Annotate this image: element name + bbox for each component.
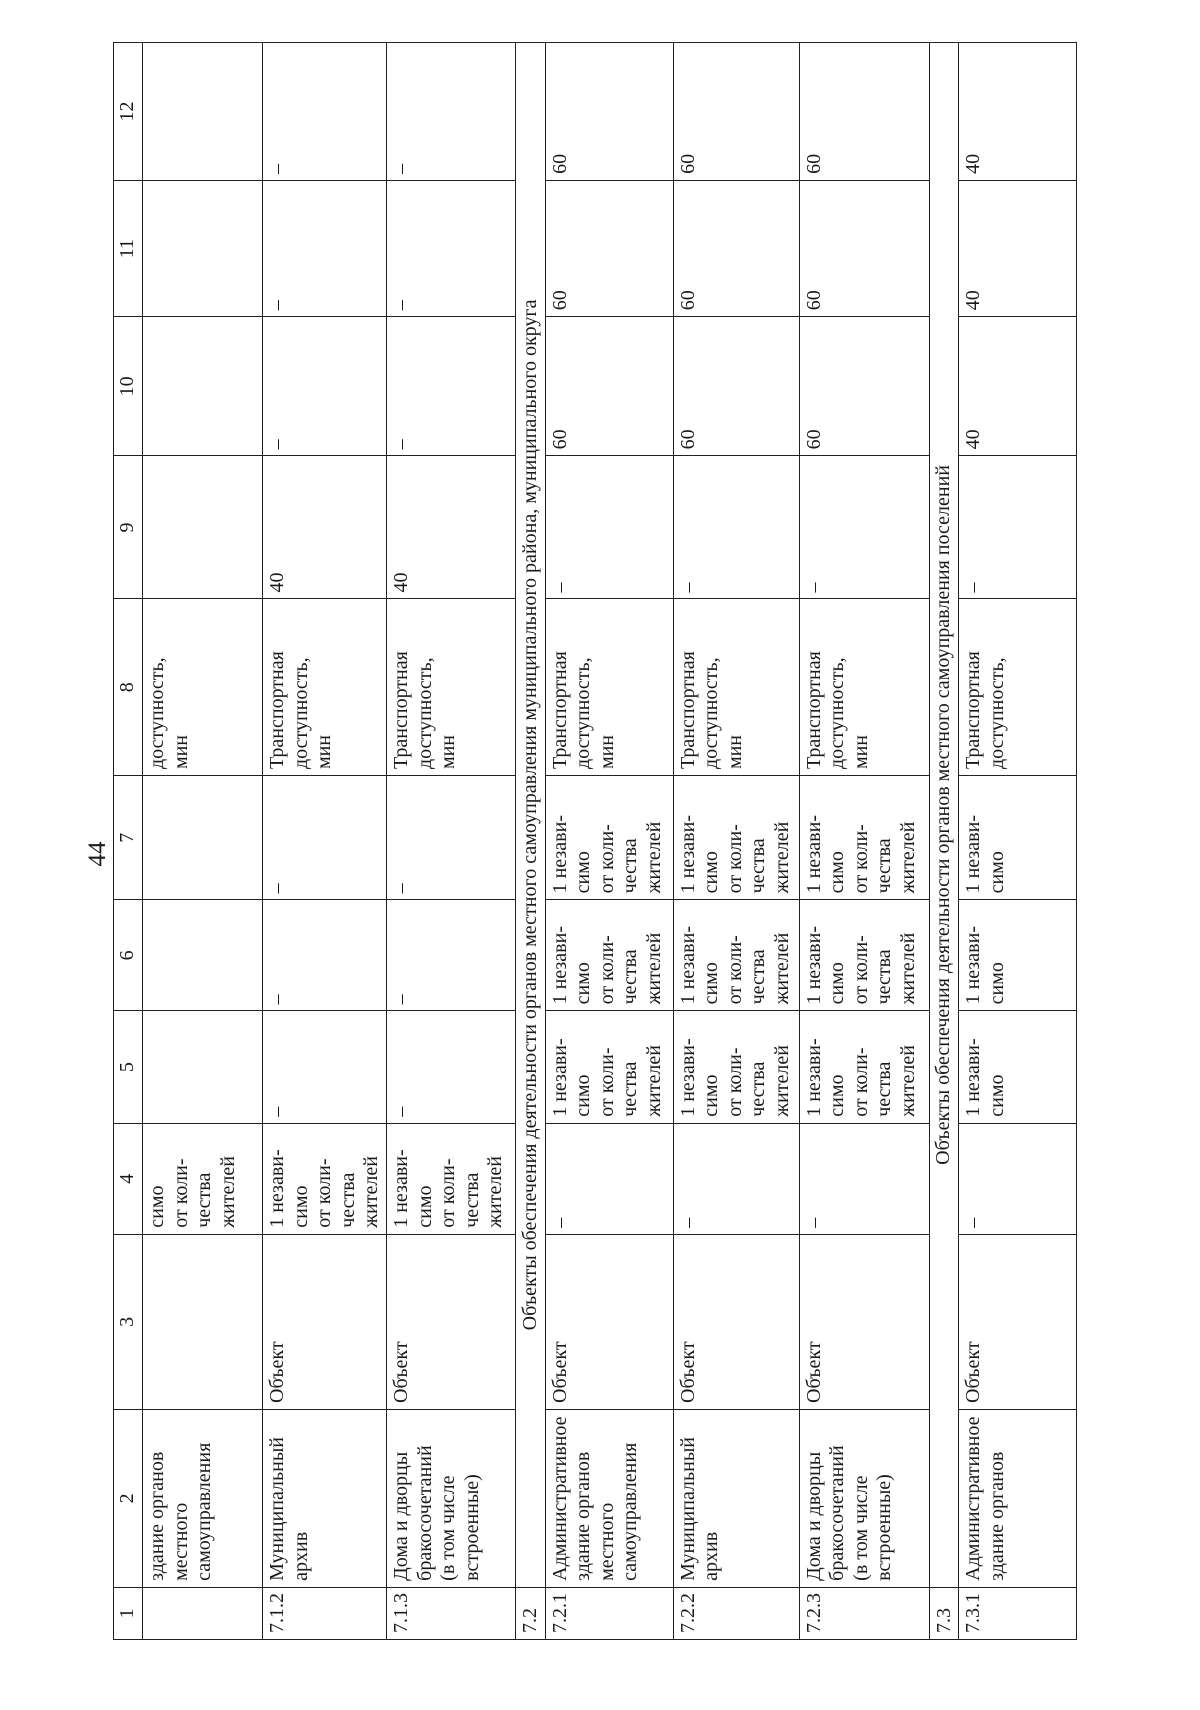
table-cell: 60 (673, 43, 799, 181)
table-cell: 40 (959, 180, 1077, 316)
table-cell: Дома и дворцы бракосочетаний (в том числе встроенные) (387, 1409, 516, 1587)
table-cell (143, 456, 263, 599)
table-cell: 1 незави- симо от коли- чества жителей (799, 1011, 929, 1123)
table-cell: – (799, 456, 929, 599)
table-row (143, 43, 263, 1640)
table-cell: Муниципальный архив (673, 1409, 799, 1587)
table-row (673, 43, 799, 1640)
table-row (263, 43, 387, 1640)
table-cell: 60 (545, 180, 673, 316)
table-cell (143, 1011, 263, 1123)
table-cell: – (387, 317, 516, 456)
table-cell: 1 незави- симо (959, 1011, 1077, 1123)
row-number-cell: 7.2.2 (673, 1587, 799, 1639)
table-cell: – (673, 1123, 799, 1234)
table-cell: 1 незави- симо от коли- чества жителей (799, 900, 929, 1011)
column-header: 1 (114, 1587, 143, 1639)
table-cell: – (387, 900, 516, 1011)
column-header: 9 (114, 456, 143, 599)
table-cell: – (263, 1011, 387, 1123)
table-cell: 60 (545, 317, 673, 456)
table-cell: – (959, 1123, 1077, 1234)
table-cell: – (673, 456, 799, 599)
table-cell: 60 (799, 180, 929, 316)
page-number: 44 (84, 841, 111, 867)
table-cell: Объект (959, 1234, 1077, 1409)
table-cell (143, 317, 263, 456)
column-number-row (114, 43, 143, 1640)
section-number: 7.2 (516, 1587, 546, 1639)
table-cell: Объект (799, 1234, 929, 1409)
table-cell: – (959, 456, 1077, 599)
table-cell: Транспортная доступность, мин (263, 599, 387, 776)
table-cell: 1 незави- симо (959, 776, 1077, 900)
table-cell (143, 43, 263, 181)
table-cell: 40 (959, 43, 1077, 181)
rotated-table-container (113, 42, 1067, 1640)
table-cell: доступность, мин (143, 599, 263, 776)
table-cell: 40 (387, 456, 516, 599)
table-cell: – (387, 1011, 516, 1123)
table-cell: Транспортная доступность, мин (799, 599, 929, 776)
table-cell (143, 900, 263, 1011)
table-cell: Объект (387, 1234, 516, 1409)
table-cell: Административное здание органов местного самоуправления (545, 1409, 673, 1587)
table-cell: 60 (673, 180, 799, 316)
column-header: 3 (114, 1234, 143, 1409)
table-cell: 60 (545, 43, 673, 181)
table-cell: 1 незави- симо от коли- чества жителей (387, 1123, 516, 1234)
table-cell: – (263, 900, 387, 1011)
column-header: 12 (114, 43, 143, 181)
table-cell: 1 незави- симо от коли- чества жителей (545, 1011, 673, 1123)
table-cell: – (387, 776, 516, 900)
row-number-cell (143, 1587, 263, 1639)
table-cell: Объект (263, 1234, 387, 1409)
standards-table (113, 42, 1077, 1640)
section-row (929, 43, 959, 1640)
table-cell: – (545, 1123, 673, 1234)
table-cell: – (263, 43, 387, 181)
row-number-cell: 7.1.2 (263, 1587, 387, 1639)
table-cell: – (263, 776, 387, 900)
section-title: Объекты обеспечения деятельности органов местного самоуправления муниципального района, муниципального округа (516, 43, 546, 1588)
row-number-cell: 7.3.1 (959, 1587, 1077, 1639)
table-cell: симо от коли- чества жителей (143, 1123, 263, 1234)
table-cell: Дома и дворцы бракосочетаний (в том числе встроенные) (799, 1409, 929, 1587)
table-cell: 1 незави- симо от коли- чества жителей (545, 900, 673, 1011)
table-cell: Объект (545, 1234, 673, 1409)
column-header: 2 (114, 1409, 143, 1587)
table-cell: – (387, 43, 516, 181)
column-header: 4 (114, 1123, 143, 1234)
column-header: 8 (114, 599, 143, 776)
section-number: 7.3 (929, 1587, 959, 1639)
column-header: 5 (114, 1011, 143, 1123)
column-header: 7 (114, 776, 143, 900)
table-cell: 1 незави- симо (959, 900, 1077, 1011)
table-row (799, 43, 929, 1640)
table-cell: 1 незави- симо от коли- чества жителей (263, 1123, 387, 1234)
table-cell: 40 (959, 317, 1077, 456)
table-cell: здание органов местного самоуправления (143, 1409, 263, 1587)
table-cell (143, 776, 263, 900)
table-cell: Транспортная доступность, (959, 599, 1077, 776)
table-cell: Транспортная доступность, мин (387, 599, 516, 776)
column-header: 10 (114, 317, 143, 456)
table-cell: 1 незави- симо от коли- чества жителей (545, 776, 673, 900)
table-cell: Муниципальный архив (263, 1409, 387, 1587)
column-header: 6 (114, 900, 143, 1011)
row-number-cell: 7.1.3 (387, 1587, 516, 1639)
table-cell: Объект (673, 1234, 799, 1409)
table-cell: Транспортная доступность, мин (545, 599, 673, 776)
table-cell: – (387, 180, 516, 316)
column-header: 11 (114, 180, 143, 316)
table-cell: – (263, 180, 387, 316)
table-cell: – (799, 1123, 929, 1234)
table-row (387, 43, 516, 1640)
table-cell: 40 (263, 456, 387, 599)
table-cell: 60 (799, 43, 929, 181)
table-cell (143, 180, 263, 316)
table-cell: 60 (673, 317, 799, 456)
table-cell: 1 незави- симо от коли- чества жителей (673, 900, 799, 1011)
table-cell: – (545, 456, 673, 599)
section-row (516, 43, 546, 1640)
row-number-cell: 7.2.3 (799, 1587, 929, 1639)
table-row (959, 43, 1077, 1640)
table-cell: Транспортная доступность, мин (673, 599, 799, 776)
table-cell (143, 1234, 263, 1409)
table-cell: 1 незави- симо от коли- чества жителей (799, 776, 929, 900)
table-row (545, 43, 673, 1640)
table-cell: 1 незави- симо от коли- чества жителей (673, 1011, 799, 1123)
section-title: Объекты обеспечения деятельности органов местного самоуправления поселений (929, 43, 959, 1588)
table-cell: Административное здание органов (959, 1409, 1077, 1587)
table-cell: 60 (799, 317, 929, 456)
row-number-cell: 7.2.1 (545, 1587, 673, 1639)
table-cell: 1 незави- симо от коли- чества жителей (673, 776, 799, 900)
table-cell: – (263, 317, 387, 456)
